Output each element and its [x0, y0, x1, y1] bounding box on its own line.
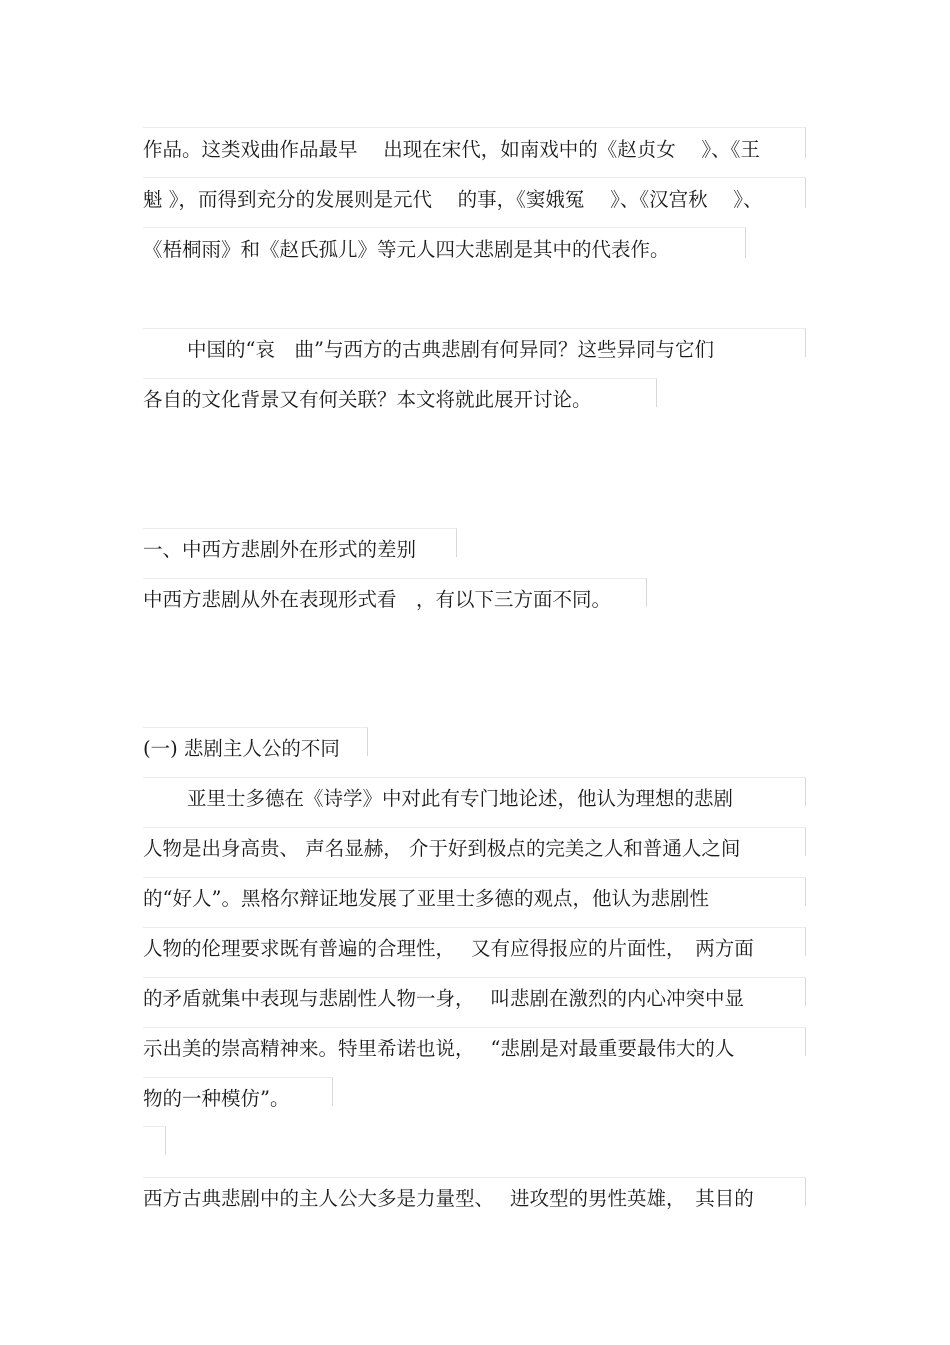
section-heading: [143, 525, 463, 575]
text-line: [143, 125, 813, 175]
line-text: 人物的伦理要求既有普遍的合理性， 又有应得报应的片面性， 两方面: [143, 937, 754, 960]
line-text: 的“好人”。黑格尔辩证地发展了亚里士多德的观点，他认为悲剧性: [143, 887, 709, 910]
line-text: 魁 》，而得到充分的发展则是元代 的事，《窦娥冤 》、《汉宫秋 》、: [143, 188, 763, 211]
line-text: 《梧桐雨》和《赵氏孤儿》等元人四大悲剧是其中的代表作。: [143, 238, 670, 261]
text-line: [143, 1074, 343, 1124]
line-text: 各自的文化背景又有何关联？本文将就此展开讨论。: [143, 388, 592, 411]
subsection-heading: [143, 724, 373, 774]
line-text: 作品。这类戏曲作品最早 出现在宋代，如南戏中的《赵贞女 》、《王: [143, 138, 760, 161]
line-text: 中西方悲剧从外在表现形式看 ，有以下三方面不同。: [143, 588, 612, 611]
text-line: [143, 824, 813, 874]
text-line: [143, 575, 653, 625]
text-line: [143, 1174, 813, 1224]
text-line: [143, 924, 813, 974]
text-line: [143, 1024, 813, 1074]
line-text: 西方古典悲剧中的主人公大多是力量型、 进攻型的男性英雄， 其目的: [143, 1187, 754, 1210]
text-line: [143, 774, 813, 824]
line-text: (一) 悲剧主人公的不同: [143, 737, 340, 760]
line-text: 亚里士多德在《诗学》中对此有专门地论述，他认为理想的悲剧: [187, 787, 734, 810]
text-line: [143, 375, 663, 425]
line-text: 中国的“哀 曲”与西方的古典悲剧有何异同？这些异同与它们: [187, 338, 714, 361]
text-line: [143, 175, 813, 225]
line-text: 人物是出身高贵、 声名显赫， 介于好到极点的完美之人和普通人之间: [143, 837, 741, 860]
line-text: 示出美的崇高精神来。特里希诺也说， “悲剧是对最重要最伟大的人: [143, 1037, 735, 1060]
text-line: [143, 874, 813, 924]
line-text: 的矛盾就集中表现与悲剧性人物一身， 叫悲剧在激烈的内心冲突中显: [143, 987, 744, 1010]
line-text: 一、中西方悲剧外在形式的差别: [143, 538, 417, 561]
empty-text-frame: [143, 1126, 166, 1155]
line-text: 物的一种模仿”。: [143, 1087, 290, 1110]
text-line: [143, 225, 753, 275]
text-line: [143, 974, 813, 1024]
text-line: [143, 325, 813, 375]
